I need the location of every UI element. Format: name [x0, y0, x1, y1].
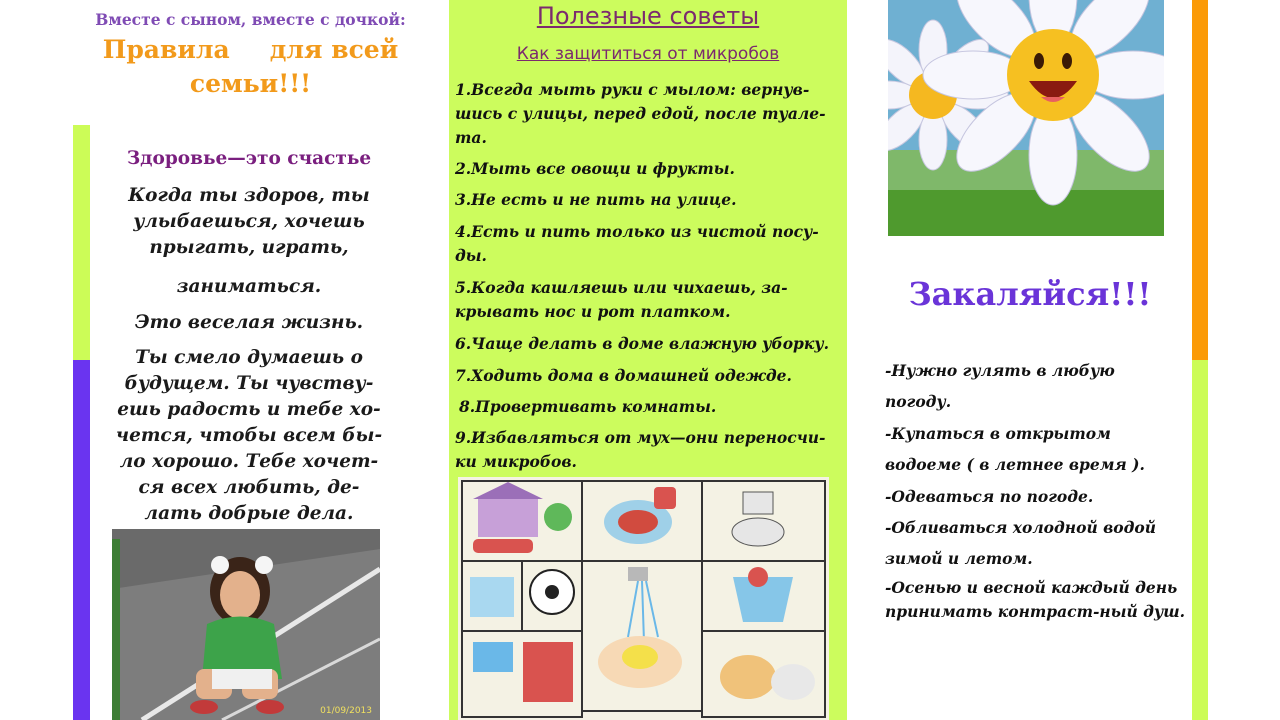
- photo-date: 01/09/2013: [320, 706, 372, 716]
- hygiene-drawing: [458, 477, 829, 720]
- right-orange-bar: [1192, 0, 1208, 360]
- harden-tip-2: -Купаться в открытом водоеме ( в летнее время ).: [885, 424, 1145, 474]
- left-title-part2: для всей: [269, 35, 399, 64]
- tip-2: 2.Мыть все овощи и фрукты.: [455, 159, 735, 178]
- tips-title: [449, 2, 847, 30]
- tip-5: 5.Когда кашляешь или чихаешь, за-крывать нос и рот платком.: [455, 278, 788, 321]
- left-title-part1: Правила: [102, 35, 230, 64]
- tip-7: 7.Ходить дома в домашней одежде.: [455, 366, 792, 385]
- tips-subtitle: Как защититься от микробов: [516, 44, 780, 64]
- health-paragraph-1: Когда ты здоров, ты улыбаешься, хочешь прыгать, играть,: [128, 185, 370, 258]
- smiling-daisy-image: [888, 0, 1164, 236]
- tip-6: 6.Чаще делать в доме влажную уборку.: [455, 334, 830, 353]
- harden-tip-3: -Одеваться по погоде.: [885, 487, 1094, 506]
- harden-tip-4: -Обливаться холодной водой зимой и летом.: [885, 518, 1157, 568]
- tips-title-text: Полезные советы: [536, 2, 760, 30]
- tip-1: 1.Всегда мыть руки с мылом: вернув-шись с улицы, перед едой, после туале-та.: [455, 80, 826, 147]
- left-purple-bar: [73, 360, 90, 720]
- left-title: [88, 33, 413, 101]
- harden-tip-5: -Осенью и весной каждый день принимать контраст-ный душ.: [885, 578, 1186, 621]
- girl-photo: [112, 529, 380, 720]
- health-paragraph-4: Ты смело думаешь о будущем. Ты чувству-ешь радость и тебе хо-чется, чтобы всем бы-ло хорошо. Тебе хочет-ся всех любить, де-лать добрые дела.: [115, 347, 383, 524]
- left-subtitle: Вместе с сыном, вместе с дочкой:: [95, 10, 406, 29]
- tip-9: 9.Избавляться от мух—они переносчи-ки микробов.: [455, 428, 826, 471]
- health-paragraph-2: заниматься.: [176, 276, 322, 297]
- health-heading: Здоровье—это счастье: [126, 148, 372, 169]
- tip-3: 3.Не есть и не пить на улице.: [455, 190, 737, 209]
- health-paragraph-3: Это веселая жизнь.: [134, 312, 364, 333]
- tip-8: 8.Провертивать комнаты.: [459, 397, 717, 416]
- left-title-line2: семьи!!!: [189, 69, 312, 98]
- tip-4: 4.Есть и пить только из чистой посу-ды.: [455, 222, 819, 265]
- harden-tip-1: -Нужно гулять в любую погоду.: [885, 361, 1115, 411]
- harden-title: Закаляйся!!!: [908, 275, 1152, 313]
- right-lime-bar: [1192, 360, 1208, 720]
